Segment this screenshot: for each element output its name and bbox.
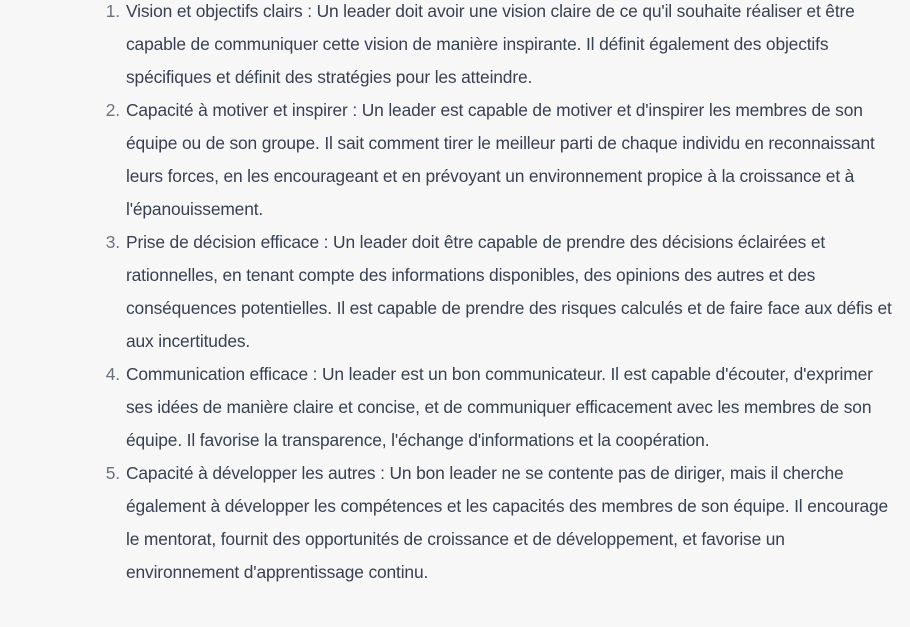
- list-item-number: 1.: [105, 1, 120, 21]
- list-item-text: Capacité à motiver et inspirer : Un leader est capable de motiver et d'inspirer les membres de son équipe ou de son groupe. Il sait comment tirer le meilleur parti de chaque individu en reconnaissant leurs forces, en les encourageant et en prévoyant un environnement propice à la croissance et à l'épanouissement.: [126, 100, 875, 219]
- list-item: [0, 358, 910, 457]
- list-item: [0, 0, 910, 94]
- list-item-text: Prise de décision efficace : Un leader doit être capable de prendre des décisions éclairées et rationnelles, en tenant compte des informations disponibles, des opinions des autres et des conséquences potentielles. Il est capable de prendre des risques calculés et de faire face aux défis et aux incertitudes.: [126, 232, 892, 351]
- list-item-text: Capacité à développer les autres : Un bon leader ne se contente pas de diriger, mais il cherche également à développer les compétences et les capacités des membres de son équipe. Il encourage le mentorat, fournit des opportunités de croissance et de développement, et favorise un environnement d'apprentissage continu.: [126, 463, 889, 582]
- list-item-text: Communication efficace : Un leader est un bon communicateur. Il est capable d'écouter, d'exprimer ses idées de manière claire et concise, et de communiquer efficacement avec les membres de son équipe. Il favorise la transparence, l'échange d'informations et la coopération.: [126, 364, 873, 450]
- list-item: [0, 226, 910, 358]
- list-item-number: 3.: [105, 232, 120, 252]
- list-item: [0, 94, 910, 226]
- list-item-text: Vision et objectifs clairs : Un leader doit avoir une vision claire de ce qu'il souhaite réaliser et être capable de communiquer cette vision de manière inspirante. Il définit également des objectifs spécifiques et définit des stratégies pour les atteindre.: [126, 1, 855, 87]
- list-item-number: 4.: [105, 364, 120, 384]
- list-item: [0, 457, 910, 589]
- list-item-number: 5.: [105, 463, 120, 483]
- list-item-number: 2.: [105, 100, 120, 120]
